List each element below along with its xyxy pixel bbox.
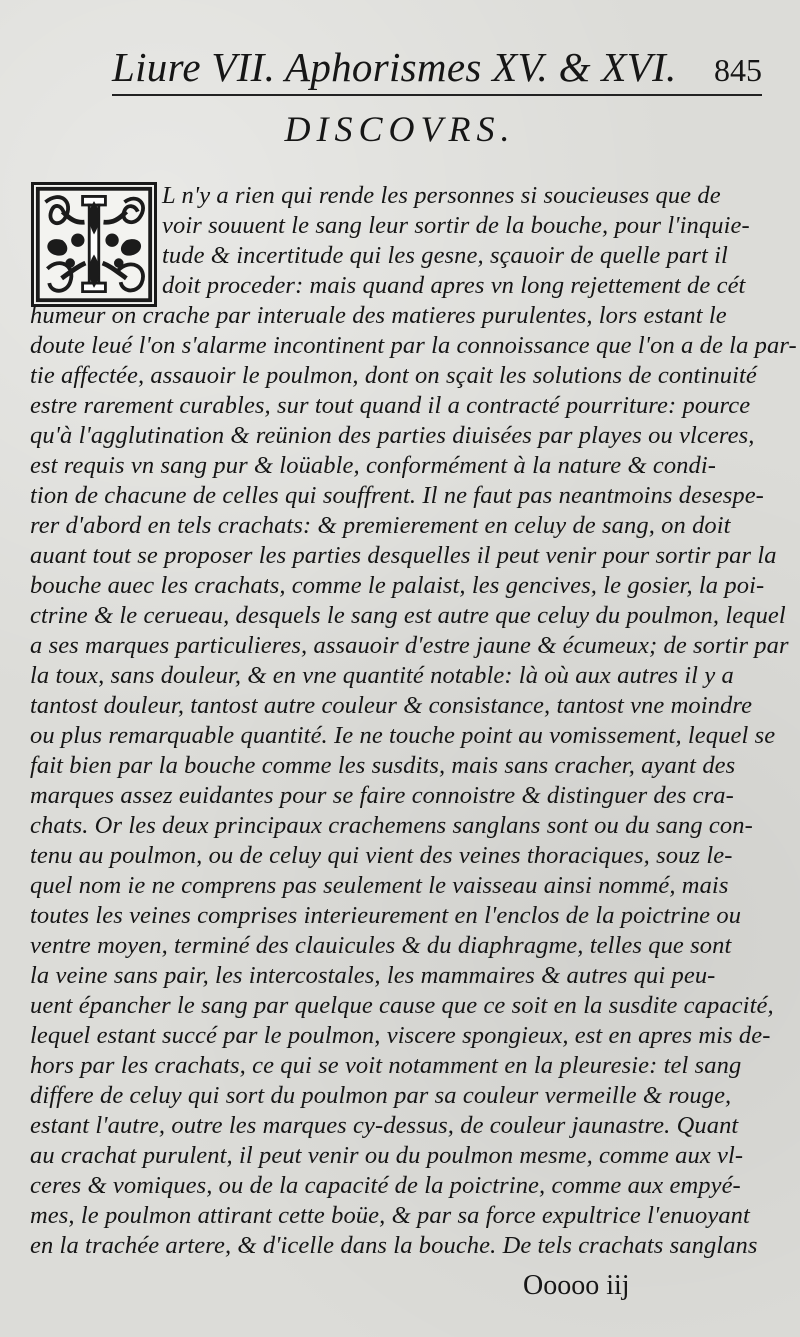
- signature-mark: Ooooo iij: [523, 1270, 630, 1301]
- page-number: 845: [714, 52, 762, 88]
- running-title: Liure VII. Aphorismes XV. & XVI.: [112, 44, 677, 90]
- text-line-28: uent épancher le sang par quelque cause que ce soit en la susdite capacité,: [30, 992, 774, 1019]
- text-line-31: differe de celuy qui sort du poulmon par sa couleur vermeille & rouge,: [30, 1082, 732, 1109]
- text-line-16: a ses marques particulieres, assauoir d'estre jaune & écumeux; de sortir par: [30, 632, 789, 659]
- text-line-3: tude & incertitude qui les gesne, sçauoir de quelle part il: [162, 242, 728, 269]
- text-line-2: voir souuent le sang leur sortir de la bouche, pour l'inquie-: [162, 212, 750, 239]
- text-line-17: la toux, sans douleur, & en vne quantité notable: là où aux autres il y a: [30, 662, 734, 689]
- text-line-26: ventre moyen, terminé des clauicules & du diaphragme, telles que sont: [30, 932, 732, 959]
- text-line-29: lequel estant succé par le poulmon, viscere spongieux, est en apres mis de-: [30, 1022, 771, 1049]
- text-line-7: tie affectée, assauoir le poulmon, dont on sçait les solutions de continuité: [30, 362, 757, 389]
- text-line-13: auant tout se proposer les parties desquelles il peut venir pour sortir par la: [30, 542, 777, 569]
- text-line-14: bouche auec les crachats, comme le palaist, les gencives, le gosier, la poi-: [30, 572, 765, 599]
- text-line-27: la veine sans pair, les intercostales, les mammaires & autres qui peu-: [30, 962, 716, 989]
- text-line-10: est requis vn sang pur & loüable, conformément à la nature & condi-: [30, 452, 717, 479]
- text-line-36: en la trachée artere, & d'icelle dans la bouche. De tels crachats sanglans: [30, 1232, 758, 1259]
- text-line-5: humeur on crache par interuale des matieres purulentes, lors estant le: [30, 302, 727, 329]
- text-line-18: tantost douleur, tantost autre couleur & consistance, tantost vne moindre: [30, 692, 753, 719]
- text-line-35: mes, le poulmon attirant cette boüe, & par sa force expultrice l'enuoyant: [30, 1202, 750, 1229]
- text-line-23: tenu au poulmon, ou de celuy qui vient des veines thoraciques, souz le-: [30, 842, 733, 869]
- text-line-30: hors par les crachats, ce qui se voit notamment en la pleuresie: tel sang: [30, 1052, 742, 1079]
- text-line-25: toutes les veines comprises interieurement en l'enclos de la poictrine ou: [30, 902, 742, 929]
- text-line-15: ctrine & le cerueau, desquels le sang est autre que celuy du poulmon, lequel: [30, 602, 786, 629]
- text-line-1: L n'y a rien qui rende les personnes si soucieuses que de: [162, 182, 721, 209]
- text-line-33: au crachat purulent, il peut venir ou du poulmon mesme, comme aux vl-: [30, 1142, 744, 1169]
- text-line-32: estant l'autre, outre les marques cy-dessus, de couleur jaunastre. Quant: [30, 1112, 739, 1139]
- text-line-8: estre rarement curables, sur tout quand il a contracté pourriture: pource: [30, 392, 751, 419]
- text-line-9: qu'à l'agglutination & reünion des parties diuisées par playes ou vlceres,: [30, 422, 755, 449]
- text-line-22: chats. Or les deux principaux crachemens sanglans sont ou du sang con-: [30, 812, 753, 839]
- text-line-20: fait bien par la bouche comme les susdits, mais sans cracher, ayant des: [30, 752, 736, 779]
- text-line-4: doit proceder: mais quand apres vn long rejettement de cét: [162, 272, 746, 299]
- text-line-19: ou plus remarquable quantité. Ie ne touche point au vomissement, lequel se: [30, 722, 776, 749]
- text-line-34: ceres & vomiques, ou de la capacité de la poictrine, comme aux empyé-: [30, 1172, 741, 1199]
- body-text: [30, 182, 797, 1274]
- text-line-6: doute leué l'on s'alarme incontinent par la connoissance que l'on a de la par-: [30, 332, 797, 359]
- text-line-12: rer d'abord en tels crachats: & premierement en celuy de sang, on doit: [30, 512, 731, 539]
- running-head: [112, 46, 762, 96]
- text-line-11: tion de chacune de celles qui souffrent. Il ne faut pas neantmoins desespe-: [30, 482, 764, 509]
- section-heading: DISCOVRS.: [284, 109, 516, 149]
- text-line-24: quel nom ie ne comprens pas seulement le vaisseau ainsi nommé, mais: [30, 872, 729, 899]
- text-line-21: marques assez euidantes pour se faire connoistre & distinguer des cra-: [30, 782, 734, 809]
